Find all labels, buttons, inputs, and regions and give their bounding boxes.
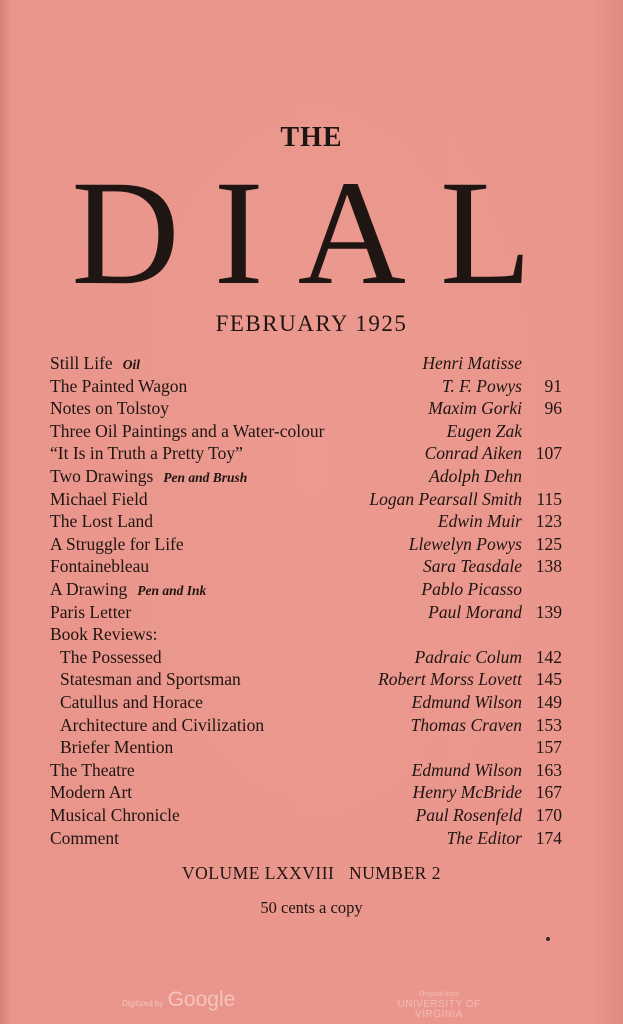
toc-entry-author: Eugen Zak <box>446 420 522 441</box>
toc-entry-author: The Editor <box>446 827 522 848</box>
toc-entry-title <box>50 555 149 577</box>
toc-entry-author: Logan Pearsall Smith <box>369 488 522 509</box>
toc-entry-title-text: Michael Field <box>50 488 148 509</box>
toc-entry-page-number: 167 <box>535 782 562 803</box>
toc-entry-medium: Oil <box>122 357 140 372</box>
toc-entry-title <box>60 646 162 668</box>
toc-entry <box>0 781 623 804</box>
toc-entry-page-number: 125 <box>535 533 562 554</box>
toc-entry-page-number: 174 <box>535 827 562 848</box>
toc-entry-title <box>50 397 169 419</box>
toc-entry-title-text: Notes on Tolstoy <box>50 398 170 419</box>
toc-entry <box>0 646 623 669</box>
toc-entry-author: Edwin Muir <box>437 511 522 532</box>
toc-entry-author: T. F. Powys <box>441 375 522 396</box>
toc-entry-title-text: A Struggle for Life <box>50 533 184 554</box>
toc-entry-title-text: Catullus and Horace <box>60 692 203 712</box>
toc-entry-author: Paul Rosenfeld <box>415 805 522 825</box>
toc-entry-title <box>50 352 140 376</box>
toc-entry-page-number: 153 <box>535 714 562 735</box>
toc-entry-title <box>50 375 187 397</box>
original-from-watermark <box>375 990 503 1020</box>
toc-entry-title-text: The Theatre <box>50 759 135 780</box>
ink-speck <box>546 937 550 941</box>
toc-entry-title <box>50 804 180 826</box>
toc-entry-title <box>60 668 241 690</box>
toc-entry-title-text: Architecture and Civilization <box>60 714 265 735</box>
toc-entry-title-text: Fontainebleau <box>50 556 150 577</box>
toc-entry-title <box>50 488 148 510</box>
toc-entry <box>0 465 623 488</box>
toc-entry-title <box>60 691 203 713</box>
toc-entry <box>0 510 623 533</box>
toc-entry-page-number: 142 <box>535 646 562 667</box>
toc-entry-title-text: The Painted Wagon <box>50 375 188 396</box>
toc-entry-title-text: Briefer Mention <box>60 737 174 758</box>
toc-entry-author: Padraic Colum <box>414 646 522 667</box>
toc-entry-author: Edmund Wilson <box>411 692 522 712</box>
google-logo: Google <box>167 988 236 1011</box>
toc-entry-title-text: The Possessed <box>60 646 162 667</box>
volume-number: VOLUME LXXVIII NUMBER 2 <box>182 863 441 883</box>
toc-entry <box>0 623 623 646</box>
toc-entry-title <box>50 623 157 645</box>
toc-entry-page-number: 149 <box>535 692 562 712</box>
toc-entry-author: Henry McBride <box>412 782 522 803</box>
toc-entry-page-number: 139 <box>535 601 562 622</box>
toc-entry <box>0 736 623 759</box>
toc-entry-medium: Pen and Brush <box>163 470 248 485</box>
toc-entry <box>0 827 623 850</box>
toc-entry-title-text: Comment <box>50 827 120 848</box>
toc-entry-title <box>60 736 173 758</box>
toc-entry-title <box>50 601 131 623</box>
toc-entry <box>0 555 623 578</box>
toc-entry-title <box>50 420 324 442</box>
toc-entry <box>0 375 623 398</box>
digitized-by-watermark <box>122 988 235 1012</box>
toc-entry-title-text: “It Is in Truth a Pretty Toy” <box>50 443 243 464</box>
toc-entry <box>0 759 623 782</box>
toc-entry <box>0 601 623 624</box>
toc-entry-page-number: 163 <box>535 759 562 780</box>
toc-entry-title <box>50 510 153 532</box>
toc-entry-title <box>50 781 132 803</box>
toc-entry-page-number: 91 <box>544 375 562 396</box>
toc-entry-page-number: 115 <box>536 488 562 509</box>
toc-entry-title-text: The Lost Land <box>50 511 154 532</box>
toc-entry <box>0 488 623 511</box>
toc-entry-author: Sara Teasdale <box>422 556 522 577</box>
toc-entry-title-text: Still Life <box>50 353 113 373</box>
toc-entry-page-number: 170 <box>535 805 562 825</box>
toc-entry-author: Maxim Gorki <box>428 398 522 419</box>
toc-entry-title <box>50 533 184 555</box>
toc-entry-medium: Pen and Ink <box>137 583 207 598</box>
toc-entry-title-text: Paris Letter <box>50 601 132 622</box>
masthead-the: THE <box>280 122 343 153</box>
toc-entry-author: Henri Matisse <box>422 353 522 373</box>
toc-entry-title <box>50 759 135 781</box>
toc-entry-author: Llewelyn Powys <box>408 533 522 554</box>
toc-entry <box>0 578 623 601</box>
toc-entry-title-text: Statesman and Sportsman <box>60 669 241 690</box>
original-from-text: Original from <box>418 991 460 998</box>
issue-date: FEBRUARY 1925 <box>215 311 408 336</box>
toc-entry-author: Thomas Craven <box>410 714 522 735</box>
toc-entry <box>0 804 623 827</box>
toc-entry-title-text: Two Drawings <box>50 466 154 486</box>
toc-entry-title <box>50 465 247 489</box>
university-text: UNIVERSITY OF VIRGINIA <box>397 999 481 1020</box>
toc-entry-title-text: A Drawing <box>50 579 128 599</box>
toc-entry-page-number: 123 <box>535 511 562 532</box>
digitized-by-text: Digitized by <box>122 999 164 1008</box>
toc-entry <box>0 668 623 691</box>
toc-entry-title-text: Musical Chronicle <box>50 805 180 825</box>
toc-entry-author: Edmund Wilson <box>411 759 522 780</box>
toc-entry-page-number: 138 <box>535 556 562 577</box>
toc-entry <box>0 442 623 465</box>
masthead-title: DIAL <box>71 150 566 316</box>
toc-entry <box>0 533 623 556</box>
toc-entry <box>0 397 623 420</box>
toc-entry <box>0 352 623 375</box>
toc-entry-author: Conrad Aiken <box>424 443 522 464</box>
toc-entry-title-text: Three Oil Paintings and a Water-colour <box>50 420 325 441</box>
toc-entry-title-text: Book Reviews: <box>50 624 158 645</box>
toc-entry-title <box>50 442 243 464</box>
toc-entry-author: Robert Morss Lovett <box>378 669 522 690</box>
toc-entry-page-number: 145 <box>535 669 562 690</box>
toc-entry <box>0 714 623 737</box>
toc-entry-page-number: 96 <box>544 398 562 419</box>
toc-entry-title <box>50 827 119 849</box>
toc-entry-title-text: Modern Art <box>50 782 133 803</box>
toc-entry-title <box>50 578 206 602</box>
toc-entry <box>0 420 623 443</box>
toc-entry-author: Paul Morand <box>428 601 522 622</box>
price: 50 cents a copy <box>260 898 363 917</box>
toc-entry-author: Pablo Picasso <box>421 579 522 599</box>
toc-entry-page-number: 157 <box>535 737 562 758</box>
toc-entry-author: Adolph Dehn <box>429 466 522 486</box>
toc-entry-title <box>60 714 264 736</box>
toc-entry <box>0 691 623 714</box>
toc-entry-page-number: 107 <box>535 443 562 464</box>
